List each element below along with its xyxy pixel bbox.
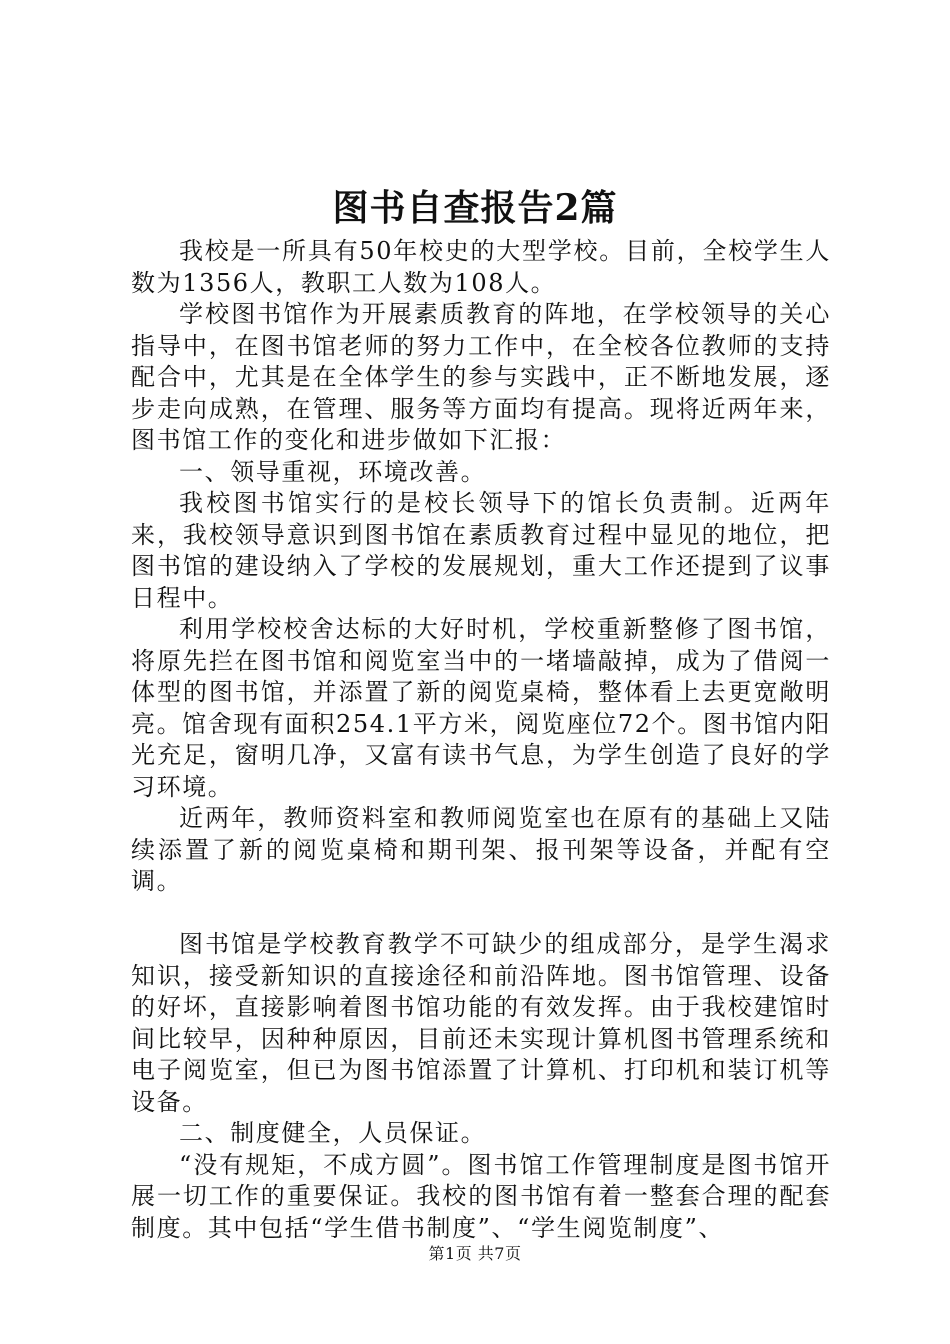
paragraph: 近两年，教师资料室和教师阅览室也在原有的基础上又陆续添置了新的阅览桌椅和期刊架、报刊架等设备，并配有空调。 xyxy=(131,804,831,895)
paragraph: 利用学校校舍达标的大好时机，学校重新整修了图书馆，将原先拦在图书馆和阅览室当中的一堵墙敲掉，成为了借阅一体型的图书馆，并添置了新的阅览桌椅，整体看上去更宽敞明亮。馆舍现有面积254.1平方米，阅览座位72个。图书馆内阳光充足，窗明几净，又富有读书气息，为学生创造了良好的学习环境。 xyxy=(131,615,831,801)
section-heading: 二、制度健全，人员保证。 xyxy=(179,1119,487,1147)
paragraph: 我校图书馆实行的是校长领导下的馆长负责制。近两年来，我校领导意识到图书馆在素质教育过程中显见的地位，把图书馆的建设纳入了学校的发展规划，重大工作还提到了议事日程中。 xyxy=(131,489,831,612)
page-number-footer: 第1页 共7页 xyxy=(428,1244,522,1263)
document-title: 图书自查报告2篇 xyxy=(332,187,618,229)
paragraph: “没有规矩，不成方圆”。图书馆工作管理制度是图书馆开展一切工作的重要保证。我校的图书馆有着一整套合理的配套制度。其中包括“学生借书制度”、“学生阅览制度”、 xyxy=(131,1150,831,1242)
paragraph: 学校图书馆作为开展素质教育的阵地，在学校领导的关心指导中，在图书馆老师的努力工作中，在全校各位教师的支持配合中，尤其是在全体学生的参与实践中，正不断地发展，逐步走向成熟，在管理、服务等方面均有提高。现将近两年来，图书馆工作的变化和进步做如下汇报： xyxy=(131,300,831,454)
paragraph: 图书馆是学校教育教学不可缺少的组成部分，是学生渴求知识，接受新知识的直接途径和前沿阵地。图书馆管理、设备的好坏，直接影响着图书馆功能的有效发挥。由于我校建馆时间比较早，因种种原因，目前还未实现计算机图书管理系统和电子阅览室，但已为图书馆添置了计算机、打印机和装订机等设备。 xyxy=(131,930,831,1116)
section-heading: 一、领导重视，环境改善。 xyxy=(179,457,487,486)
document-body xyxy=(131,236,831,1244)
paragraph: 我校是一所具有50年校史的大型学校。目前，全校学生人数为1356人，教职工人数为108人。 xyxy=(131,237,831,297)
